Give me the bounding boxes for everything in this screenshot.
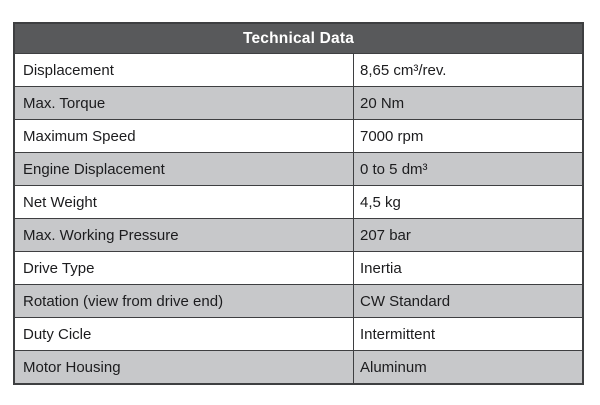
table-row xyxy=(15,185,582,218)
spec-label: Displacement xyxy=(23,61,114,79)
spec-label: Net Weight xyxy=(23,193,97,211)
spec-value: 207 bar xyxy=(353,219,582,251)
spec-value: Inertia xyxy=(353,252,582,284)
spec-value: 0 to 5 dm³ xyxy=(353,153,582,185)
spec-value: 4,5 kg xyxy=(353,186,582,218)
spec-label: Max. Working Pressure xyxy=(23,226,179,244)
table-row xyxy=(15,86,582,119)
spec-label: Engine Displacement xyxy=(23,160,165,178)
spec-value: Intermittent xyxy=(353,318,582,350)
spec-label: Rotation (view from drive end) xyxy=(23,292,224,310)
spec-value: 7000 rpm xyxy=(353,120,582,152)
spec-label: Max. Torque xyxy=(23,94,106,112)
table-row xyxy=(15,350,582,383)
table-row xyxy=(15,119,582,152)
spec-label: Drive Type xyxy=(23,259,95,277)
spec-label: Motor Housing xyxy=(23,358,121,376)
spec-value: 8,65 cm³/rev. xyxy=(353,54,582,86)
table-row xyxy=(15,251,582,284)
spec-value: Aluminum xyxy=(353,351,582,383)
technical-data-table xyxy=(13,22,584,385)
table-row xyxy=(15,317,582,350)
table-row xyxy=(15,53,582,86)
table-row xyxy=(15,218,582,251)
table-row xyxy=(15,152,582,185)
spec-value: 20 Nm xyxy=(353,87,582,119)
spec-value: CW Standard xyxy=(353,285,582,317)
table-rows xyxy=(15,53,582,383)
spec-label: Maximum Speed xyxy=(23,127,136,145)
table-row xyxy=(15,284,582,317)
spec-label: Duty Cicle xyxy=(23,325,92,343)
table-title: Technical Data xyxy=(15,24,582,53)
